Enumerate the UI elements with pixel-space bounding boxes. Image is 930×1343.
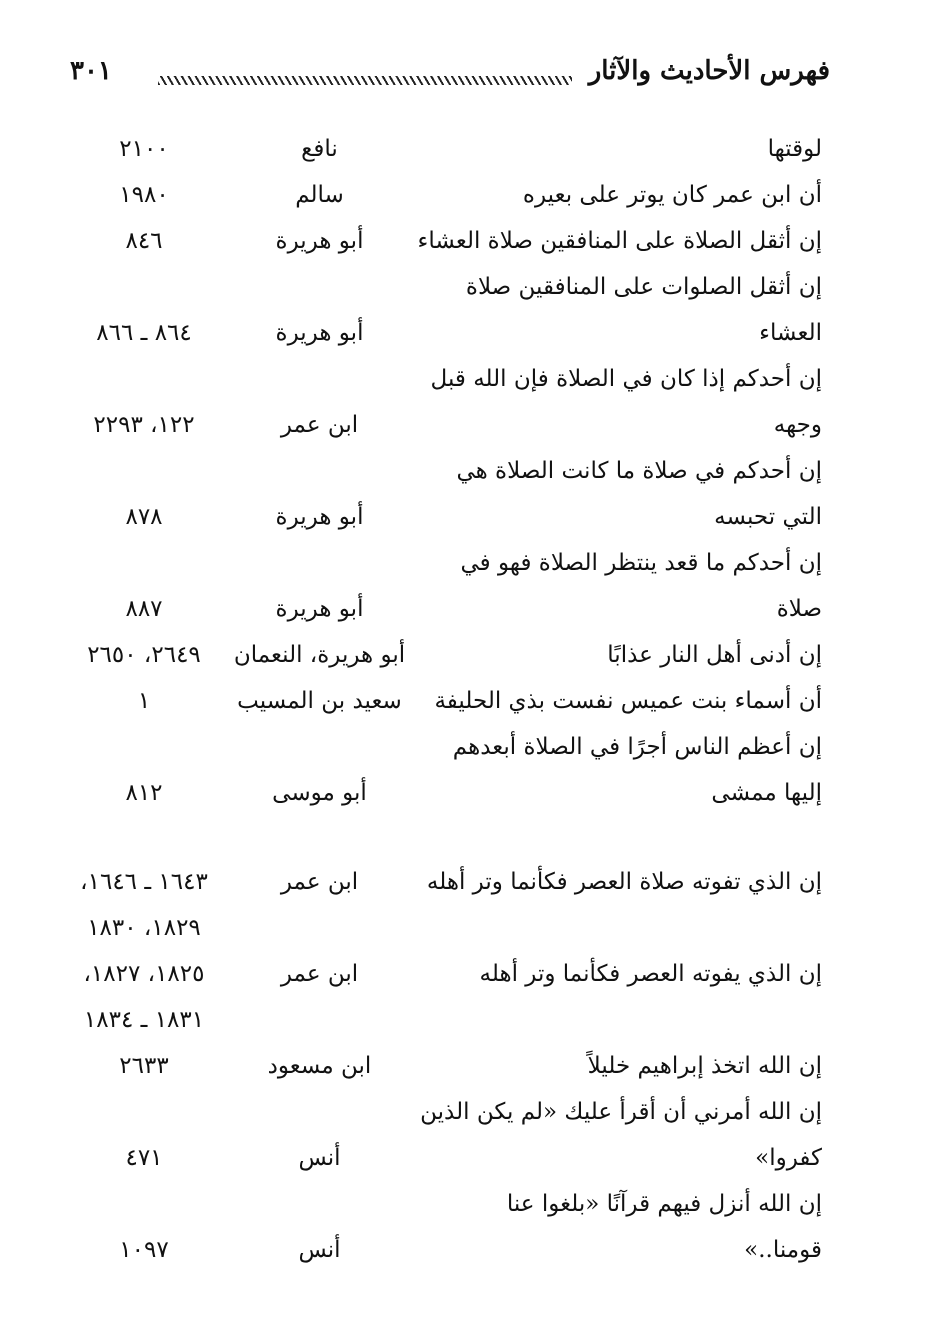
- reference-numbers: ٨٦٤ ـ ٨٦٦: [96, 320, 192, 346]
- reference-numbers: ٨٤٦: [125, 228, 163, 254]
- list-item: [70, 1185, 822, 1231]
- hadith-text: إليها ممشى: [711, 780, 822, 806]
- reference-numbers: ٨١٢: [125, 780, 163, 806]
- hadith-text: إن الله أنزل فيهم قرآنًا «بلغوا عنا: [506, 1191, 822, 1217]
- reference-numbers: ٤٧١: [125, 1145, 163, 1171]
- narrator: أبو هريرة: [275, 596, 364, 622]
- hadith-text: إن أعظم الناس أجرًا في الصلاة أبعدهم: [452, 734, 822, 760]
- reference-numbers: ١٢٢، ٢٢٩٣: [93, 412, 195, 438]
- list-item: [70, 1047, 822, 1093]
- reference-numbers: ١٦٤٣ ـ ١٦٤٦،: [80, 869, 208, 895]
- hadith-text: كفروا»: [755, 1145, 822, 1171]
- narrator: ابن عمر: [280, 961, 359, 987]
- narrator: أبو هريرة: [275, 228, 364, 254]
- list-item: [70, 176, 822, 222]
- narrator: نافع: [301, 136, 338, 162]
- hadith-text: إن أثقل الصلاة على المنافقين صلاة العشاء: [417, 228, 822, 254]
- hadith-text: التي تحبسه: [714, 504, 822, 530]
- narrator: ابن عمر: [280, 869, 359, 895]
- page-number: ٣٠١: [70, 56, 112, 86]
- page-title: فهرس الأحاديث والآثار: [588, 56, 830, 86]
- reference-numbers: ١٩٨٠: [119, 182, 169, 208]
- list-item: [70, 909, 822, 955]
- page-header: [70, 52, 830, 100]
- reference-numbers: ١٨٢٩، ١٨٣٠: [87, 915, 201, 941]
- hadith-text: إن أثقل الصلوات على المنافقين صلاة: [465, 274, 822, 300]
- list-item: [70, 728, 822, 774]
- list-item: [70, 682, 822, 728]
- hadith-index-list: [70, 130, 822, 1277]
- hadith-text: إن الله اتخذ إبراهيم خليلاً: [587, 1053, 822, 1079]
- narrator: أنس: [298, 1145, 341, 1171]
- list-item: [70, 863, 822, 909]
- list-item: [70, 360, 822, 406]
- hadith-text: إن الذي تفوته صلاة العصر فكأنما وتر أهله: [426, 869, 822, 895]
- list-item: [70, 314, 822, 360]
- narrator: سالم: [295, 182, 344, 208]
- narrator: أبو هريرة: [275, 320, 364, 346]
- list-item: [70, 406, 822, 452]
- narrator: أبو هريرة: [275, 504, 364, 530]
- hadith-text: إن أحدكم ما قعد ينتظر الصلاة فهو في: [460, 550, 822, 576]
- reference-numbers: ١٨٣١ ـ ١٨٣٤: [83, 1007, 205, 1033]
- header-decorative-rule: [158, 76, 572, 85]
- reference-numbers: ٢٦٣٣: [119, 1053, 169, 1079]
- hadith-text: أن أسماء بنت عميس نفست بذي الحليفة: [434, 688, 822, 714]
- narrator: أبو هريرة، النعمان: [233, 642, 406, 668]
- hadith-text: صلاة: [776, 596, 822, 622]
- hadith-text: إن أدنى أهل النار عذابًا: [607, 642, 822, 668]
- hadith-text: إن الله أمرني أن أقرأ عليك «لم يكن الذين: [420, 1099, 822, 1125]
- list-spacer: [70, 820, 822, 863]
- list-item: [70, 1139, 822, 1185]
- reference-numbers: ٢١٠٠: [119, 136, 169, 162]
- list-item: [70, 636, 822, 682]
- list-item: [70, 222, 822, 268]
- list-item: [70, 130, 822, 176]
- list-item: [70, 1231, 822, 1277]
- reference-numbers: ٨٨٧: [125, 596, 163, 622]
- hadith-text: أن ابن عمر كان يوتر على بعيره: [522, 182, 822, 208]
- narrator: أنس: [298, 1237, 341, 1263]
- hadith-text: إن أحدكم في صلاة ما كانت الصلاة هي: [456, 458, 822, 484]
- list-item: [70, 774, 822, 820]
- reference-numbers: ٢٦٤٩، ٢٦٥٠: [87, 642, 201, 668]
- reference-numbers: ١٠٩٧: [119, 1237, 169, 1263]
- list-item: [70, 1001, 822, 1047]
- list-item: [70, 1093, 822, 1139]
- hadith-text: إن الذي يفوته العصر فكأنما وتر أهله: [479, 961, 822, 987]
- list-item: [70, 268, 822, 314]
- reference-numbers: ١٨٢٥، ١٨٢٧،: [83, 961, 205, 987]
- hadith-text: لوقتها: [767, 136, 822, 162]
- narrator: أبو موسى: [272, 780, 367, 806]
- list-item: [70, 955, 822, 1001]
- hadith-text: العشاء: [759, 320, 822, 346]
- list-item: [70, 498, 822, 544]
- hadith-text: وجهه: [773, 412, 822, 438]
- list-item: [70, 590, 822, 636]
- hadith-text: قومنا..»: [744, 1237, 822, 1263]
- list-item: [70, 452, 822, 498]
- narrator: ابن عمر: [280, 412, 359, 438]
- reference-numbers: ١: [137, 688, 151, 714]
- narrator: ابن مسعود: [267, 1053, 372, 1079]
- hadith-text: إن أحدكم إذا كان في الصلاة فإن الله قبل: [430, 366, 822, 392]
- list-item: [70, 544, 822, 590]
- narrator: سعيد بن المسيب: [237, 688, 402, 714]
- reference-numbers: ٨٧٨: [125, 504, 163, 530]
